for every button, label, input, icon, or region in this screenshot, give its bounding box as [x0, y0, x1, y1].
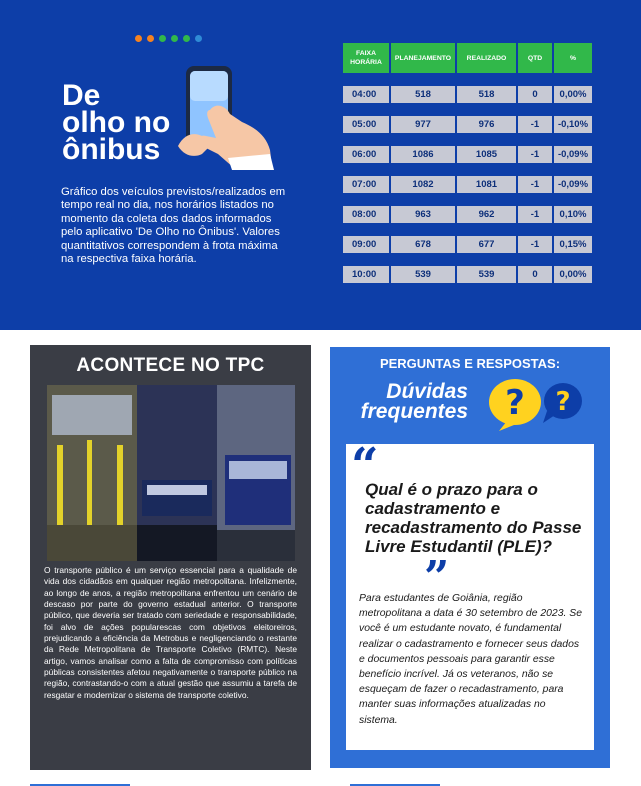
table-cell: 05:00 — [343, 116, 389, 133]
header-faixa: FAIXA HORÁRIA — [343, 43, 389, 73]
title-line: ônibus — [62, 133, 161, 166]
table-cell: 677 — [457, 236, 516, 253]
faq-card — [330, 347, 610, 768]
table-cell: 09:00 — [343, 236, 389, 253]
table-cell: 977 — [391, 116, 455, 133]
faq-heading-line: Dúvidas — [386, 380, 468, 403]
hand-phone-icon — [172, 62, 282, 172]
svg-text:?: ? — [505, 383, 525, 423]
row-spacer-cell — [343, 133, 592, 146]
row-spacer — [343, 103, 592, 116]
table-row — [343, 86, 592, 103]
news-card — [30, 345, 311, 770]
table-cell: 1082 — [391, 176, 455, 193]
header-realizado: REALIZADO — [457, 43, 516, 73]
banner-description: Gráfico dos veículos previstos/realizados em tempo real no dia, nos horários listados no momento da coleta dos dados informados pelo aplicativo 'De Olho no Ônibus'. Valores quantitativos correspondem à frota máxima na respectiva faixa horária. — [61, 186, 286, 266]
table-cell: 1086 — [391, 146, 455, 163]
row-spacer — [343, 193, 592, 206]
table-row — [343, 116, 592, 133]
decorative-dot — [135, 35, 142, 42]
table-row — [343, 266, 592, 283]
table-cell: 963 — [391, 206, 455, 223]
table-cell: 1081 — [457, 176, 516, 193]
table-cell: 678 — [391, 236, 455, 253]
table-cell: -1 — [518, 116, 552, 133]
table-cell: 08:00 — [343, 206, 389, 223]
table-cell: 0,10% — [554, 206, 592, 223]
table-cell: 07:00 — [343, 176, 389, 193]
faq-heading-line: frequentes — [360, 400, 468, 423]
table-cell: -1 — [518, 206, 552, 223]
faq-question: Qual é o prazo para o cadastramento e recadastramento do Passe Livre Estudantil (PLE)? — [365, 480, 582, 556]
row-spacer — [343, 163, 592, 176]
table-cell: -0,09% — [554, 176, 592, 193]
table-cell: 10:00 — [343, 266, 389, 283]
svg-text:?: ? — [555, 387, 571, 417]
table-cell: 518 — [391, 86, 455, 103]
table-row — [343, 236, 592, 253]
table-cell: 0 — [518, 86, 552, 103]
header-qtd: QTD — [518, 43, 552, 73]
table-cell: 0,15% — [554, 236, 592, 253]
table-cell: -1 — [518, 146, 552, 163]
table-cell: 04:00 — [343, 86, 389, 103]
title-line: olho no — [62, 106, 171, 139]
row-spacer-cell — [343, 193, 592, 206]
table-cell: 962 — [457, 206, 516, 223]
table-cell: 539 — [457, 266, 516, 283]
table-cell: -1 — [518, 176, 552, 193]
table-cell: 976 — [457, 116, 516, 133]
title-line: De — [62, 79, 101, 112]
open-quote-icon: “ — [351, 438, 379, 494]
decorative-dot — [159, 35, 166, 42]
news-heading: ACONTECE NO TPC — [76, 355, 265, 376]
news-article: O transporte público é um serviço essencial para a qualidade de vida dos cidadãos em qualquer região metropolitana. Infelizmente, ao longo de anos, a região metropolitana enfrentou um cenário de descaso por parte do governo estadual anterior. O transporte público, que deveria ser tratado com seriedade e responsabilidade, foi alvo de ações popularescas com objetivos eleitoreiros, prejudicando a eficiência da Metrobus e negligenciando o restante da Rede Metropolitana de Transporte Coletivo (RMTC). Neste artigo, vamos analisar como a falta de compromisso com políticas públicas consistentes afetou negativamente o transporte público na região, contrastando-o com a atual gestão que assumiu a tarefa de resgatar e modernizar o sistema de transporte coletivo. — [44, 565, 297, 700]
table-cell: 1085 — [457, 146, 516, 163]
table-header-row — [343, 43, 592, 73]
close-quote-icon: ” — [424, 552, 450, 603]
decorative-dot — [171, 35, 178, 42]
decorative-dot — [195, 35, 202, 42]
row-spacer — [343, 73, 592, 86]
header-planejamento: PLANEJAMENTO — [391, 43, 455, 73]
table-cell: 539 — [391, 266, 455, 283]
faq-box — [346, 438, 594, 750]
table-cell: -0,09% — [554, 146, 592, 163]
decorative-dots — [135, 35, 202, 42]
row-spacer-cell — [343, 223, 592, 236]
decorative-dot — [147, 35, 154, 42]
header-percent: % — [554, 43, 592, 73]
banner-title — [62, 79, 171, 166]
question-bubbles-icon — [485, 377, 585, 432]
row-spacer — [343, 133, 592, 146]
table-cell: 518 — [457, 86, 516, 103]
top-banner — [0, 0, 641, 330]
table-cell: -0,10% — [554, 116, 592, 133]
table-row — [343, 146, 592, 163]
table-cell: 0 — [518, 266, 552, 283]
row-spacer-cell — [343, 73, 592, 86]
row-spacer-cell — [343, 103, 592, 116]
table-cell: 0,00% — [554, 86, 592, 103]
fleet-table — [341, 43, 594, 283]
decorative-dot — [183, 35, 190, 42]
row-spacer — [343, 223, 592, 236]
table-cell: 06:00 — [343, 146, 389, 163]
faq-heading — [358, 382, 468, 422]
row-spacer-cell — [343, 163, 592, 176]
table-row — [343, 176, 592, 193]
table-row — [343, 206, 592, 223]
row-spacer-cell — [343, 253, 592, 266]
faq-answer: Para estudantes de Goiânia, região metropolitana a data é 30 setembro de 2023. Se você é um estudante novato, é fundamental realizar o cadastramento e fornecer seus dados e documentos pessoais para garantir esse benefício incrível. Já os veteranos, não se esqueçam de fazer o recadastramento, para manter suas informações atualizadas no sistema. — [359, 593, 582, 726]
table-cell: -1 — [518, 236, 552, 253]
bus-interior-photo — [47, 385, 295, 561]
row-spacer — [343, 253, 592, 266]
faq-top-label: PERGUNTAS E RESPOSTAS: — [379, 356, 561, 371]
table-cell: 0,00% — [554, 266, 592, 283]
